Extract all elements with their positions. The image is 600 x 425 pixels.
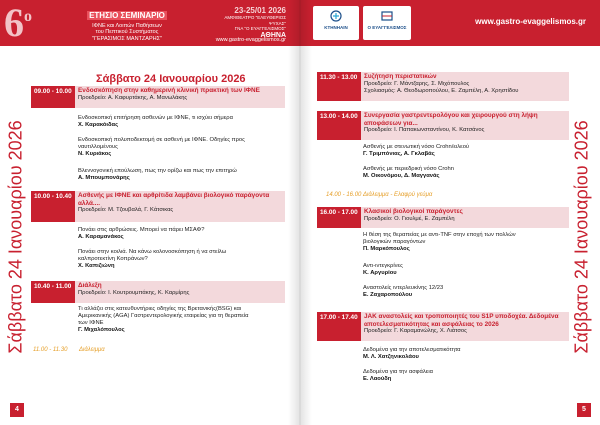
talk-title: Αναστολείς ιντερλευκίνης 12/23 bbox=[363, 285, 444, 291]
session-time: 10.40 - 11.00 bbox=[31, 281, 75, 303]
session-chairs: Προεδρείο: Α. Καφυρτάκης, Α. Μανωλάκης bbox=[78, 94, 188, 101]
talk-item bbox=[78, 306, 288, 334]
logo-2-text: Ο ΕΥΑΓΓΕΛΙΣΜΟΣ bbox=[367, 25, 407, 30]
session-title: Ασθενής με ΙΦΝΕ και αρθρίτιδα λαμβάνει βιολογικό παράγοντα bbox=[78, 192, 270, 199]
talk-title: Ενδοσκοπική επιτήρηση ασθενών με ΙΦΝΕ, τι ισχύει σήμερα bbox=[78, 115, 233, 121]
header-band bbox=[0, 0, 600, 46]
talk-speaker: Α. Καραμανάκος bbox=[78, 234, 124, 240]
session-chairs: Προεδρείο: Ι. Παπακωνσταντίνου, Κ. Κατσάνος bbox=[364, 127, 485, 134]
talk-item bbox=[78, 249, 288, 270]
seminar-title bbox=[52, 5, 202, 42]
session-row bbox=[31, 86, 285, 108]
talk-speaker: Μ. Οικονόμου, Δ. Μαγγανάς bbox=[363, 173, 440, 179]
session-title: Διάλεξη bbox=[78, 282, 102, 289]
seminar-title-line1: ΕΤΗΣΙΟ ΣΕΜΙΝΑΡΙΟ bbox=[89, 11, 165, 20]
session-row bbox=[317, 72, 569, 101]
session-title: Συνεργασία γαστρεντερολόγου και χειρουργού στη λήψη bbox=[364, 112, 538, 119]
talk-speaker: Γ. Τριμπόνιας, Α. Γκλαβάς bbox=[363, 151, 435, 157]
logo-emblem-icon bbox=[329, 10, 343, 22]
talk-speaker: Α. Μπουμπονάρης bbox=[78, 175, 130, 181]
website-link-right[interactable]: www.gastro-evaggelismos.gr bbox=[475, 17, 586, 26]
website-link-left[interactable]: www.gastro-evaggelismos.gr bbox=[215, 37, 286, 43]
page-number: 4 bbox=[10, 403, 24, 417]
left-side-date: Σάββατο 24 Ιανουαρίου 2026 bbox=[5, 120, 26, 354]
logo-emblem-icon bbox=[380, 10, 394, 22]
break-label: Διάλειμμα bbox=[79, 347, 105, 353]
talk-item bbox=[78, 137, 288, 158]
break-time: 11.00 - 11.30 bbox=[33, 347, 68, 353]
talk-title: Πονάει στην κοιλιά. Να κάνω κολονοσκόπηση ή να στείλω bbox=[78, 249, 227, 255]
talk-speaker: Π. Μαρκόπουλος bbox=[363, 246, 410, 252]
talk-item bbox=[363, 232, 573, 253]
session-discussants: Σχολιασμός: Α. Θεοδωροπούλου, Ε. Ζαμπέλη, Α. Χρηστίδου bbox=[364, 87, 519, 94]
talk-speaker: Μ. Λ. Χατζηνικολάου bbox=[363, 354, 419, 360]
talk-title-cont: βιολογικών παραγόντων bbox=[363, 239, 426, 245]
break-label: Διάλειμμα - Ελαφρύ γεύμα bbox=[363, 192, 433, 198]
session-title: Κλασικοί βιολογικοί παράγοντες bbox=[364, 208, 463, 215]
talk-title: Ενδοσκοπική πολυποδεκτομή σε ασθενή με ΙΦΝΕ. Οδηγίες προς bbox=[78, 137, 245, 143]
talk-item bbox=[363, 285, 573, 299]
session-title-cont: αλλά.... bbox=[78, 199, 100, 207]
session-time: 09.00 - 10.00 bbox=[31, 86, 75, 108]
talk-title-cont: ναυτιλλομένους bbox=[78, 144, 118, 150]
break-row bbox=[326, 192, 566, 201]
talk-item bbox=[363, 263, 573, 277]
talk-speaker: Χ. Καρακόιδας bbox=[78, 122, 119, 128]
city-text: ΑΘΗΝΑ bbox=[260, 31, 286, 39]
talk-speaker: Ε. Ζαχαροπούλου bbox=[363, 292, 413, 298]
session-title-cont: αποτελεσματικότητας και ασφάλειας το 2026 bbox=[364, 320, 499, 328]
talk-title: Η θέση της θεραπείας με αντι-TNF στην εποχή των πολλών bbox=[363, 232, 516, 238]
talk-item bbox=[78, 168, 288, 182]
right-page bbox=[300, 0, 600, 425]
day-title: Σάββατο 24 Ιανουαρίου 2026 bbox=[96, 73, 246, 85]
talk-title: Αντι-ιντεγκρίνες bbox=[363, 263, 403, 269]
talk-item bbox=[363, 144, 573, 158]
session-time: 11.30 - 13.00 bbox=[317, 72, 361, 101]
page-number: 5 bbox=[577, 403, 591, 417]
seminar-title-line2: ΙΦΝΕ και Λοιπών Παθήσεων bbox=[92, 23, 162, 29]
hospital-logo-2 bbox=[363, 6, 411, 40]
talk-item bbox=[78, 227, 288, 241]
dates-text: 23-25/01 2026 bbox=[234, 6, 286, 15]
talk-item bbox=[363, 166, 573, 180]
seminar-title-line4: "ΓΕΡΑΣΙΜΟΣ ΜΑΝΤΖΑΡΗΣ" bbox=[92, 35, 162, 42]
talk-speaker: Γ. Μιχαλόπουλος bbox=[78, 327, 125, 333]
session-time: 10.00 - 10.40 bbox=[31, 191, 75, 222]
session-chairs: Προεδρείο: Ο. Γιουλμέ, Ε. Ζαμπέλη bbox=[364, 215, 455, 222]
seminar-dates bbox=[206, 6, 286, 40]
right-side-date: Σάββατο 24 Ιανουαρίου 2026 bbox=[571, 120, 592, 354]
talk-title: Πονάει στις αρθρώσεις. Μπορεί να πάρει ΜΣΑΦ? bbox=[78, 227, 205, 233]
session-title: Συζήτηση περιστατικών bbox=[364, 73, 437, 80]
session-time: 16.00 - 17.00 bbox=[317, 207, 361, 228]
session-title: JAK αναστολείς και τροποποιητές του S1P υποδοχέα. Δεδομένα bbox=[364, 313, 559, 320]
break-time: 14.00 - 16.00 bbox=[326, 192, 362, 198]
talk-title-cont: των ΙΦΝΕ bbox=[78, 320, 104, 326]
hospital-logo-1 bbox=[313, 6, 359, 40]
session-row bbox=[317, 312, 569, 341]
talk-title: Δεδομένα για την ασφάλεια bbox=[363, 369, 434, 375]
session-chairs: Προεδρείο: Ι. Κουτρουμπάκης, Κ. Καρμίρης bbox=[78, 289, 190, 296]
session-row bbox=[317, 111, 569, 140]
talk-item bbox=[363, 369, 573, 383]
seminar-number: $6^o$ bbox=[4, 0, 32, 45]
venue-line1: ΑΜΦΙΘΕΑΤΡΟ "ΕΛΕΥΘΕΡΙΟΣ ΨΥΧΑΣ" bbox=[224, 15, 286, 26]
session-title: Ενδοσκόπηση στην καθημερινή κλινική πρακτική των ΙΦΝΕ bbox=[78, 87, 260, 94]
talk-speaker: Ε. Λαούδη bbox=[363, 376, 392, 382]
break-row bbox=[33, 347, 233, 356]
session-row bbox=[31, 281, 285, 303]
talk-speaker: Χ. Καπιζιώνη bbox=[78, 263, 115, 269]
talk-item bbox=[363, 347, 573, 361]
venue-line2: ΓΝΑ "Ο ΕΥΑΓΓΕΛΙΣΜΟΣ" bbox=[234, 26, 286, 31]
seminar-title-line3: του Πεπτικού Συστήματος bbox=[95, 29, 159, 36]
talk-title: Βλεννογονική επούλωση, πως την ορίζω και πως την επιτηρώ bbox=[78, 168, 237, 174]
session-chairs: Προεδρείο: Μ. Τζουβαλά, Γ. Κάτσικας bbox=[78, 207, 174, 214]
talk-speaker: Ν. Κυριάκος bbox=[78, 151, 112, 157]
talk-title: Τι αλλάζει στις κατευθυντήριες οδηγίες της Βρετανικής(BSG) και bbox=[78, 306, 242, 312]
session-row bbox=[31, 191, 285, 222]
session-time: 13.00 - 14.00 bbox=[317, 111, 361, 140]
session-time: 17.00 - 17.40 bbox=[317, 312, 361, 341]
session-row bbox=[317, 207, 569, 228]
talk-title: Ασθενής με περιεδρική νόσο Crohn bbox=[363, 166, 454, 172]
session-chairs: Προεδρείο: Γ. Μάντζαρης, Σ. Μιχόπουλος bbox=[364, 80, 470, 87]
talk-item bbox=[78, 115, 288, 129]
session-title-cont: αποφάσεων για... bbox=[364, 119, 418, 127]
session-chairs: Προεδρείο: Γ. Καραμανώλης, Χ. Λιάτσος bbox=[364, 328, 467, 335]
talk-title: Ασθενής με στενωτική νόσο Crohn/ειλεού bbox=[363, 144, 470, 150]
talk-title-cont: Αμερικανικής (AGA) Γαστρεντερολογικής εταιρείας για τη θεραπεία bbox=[78, 313, 249, 319]
logo-1-text: ΚΤΗΝΗΑΙΝ bbox=[324, 25, 348, 30]
talk-title: Δεδομένα για την αποτελεσματικότητα bbox=[363, 347, 461, 353]
talk-title-cont: καλπροτεκτίνη Κοπράνων? bbox=[78, 256, 148, 262]
talk-speaker: Κ. Αργυρίου bbox=[363, 270, 397, 276]
